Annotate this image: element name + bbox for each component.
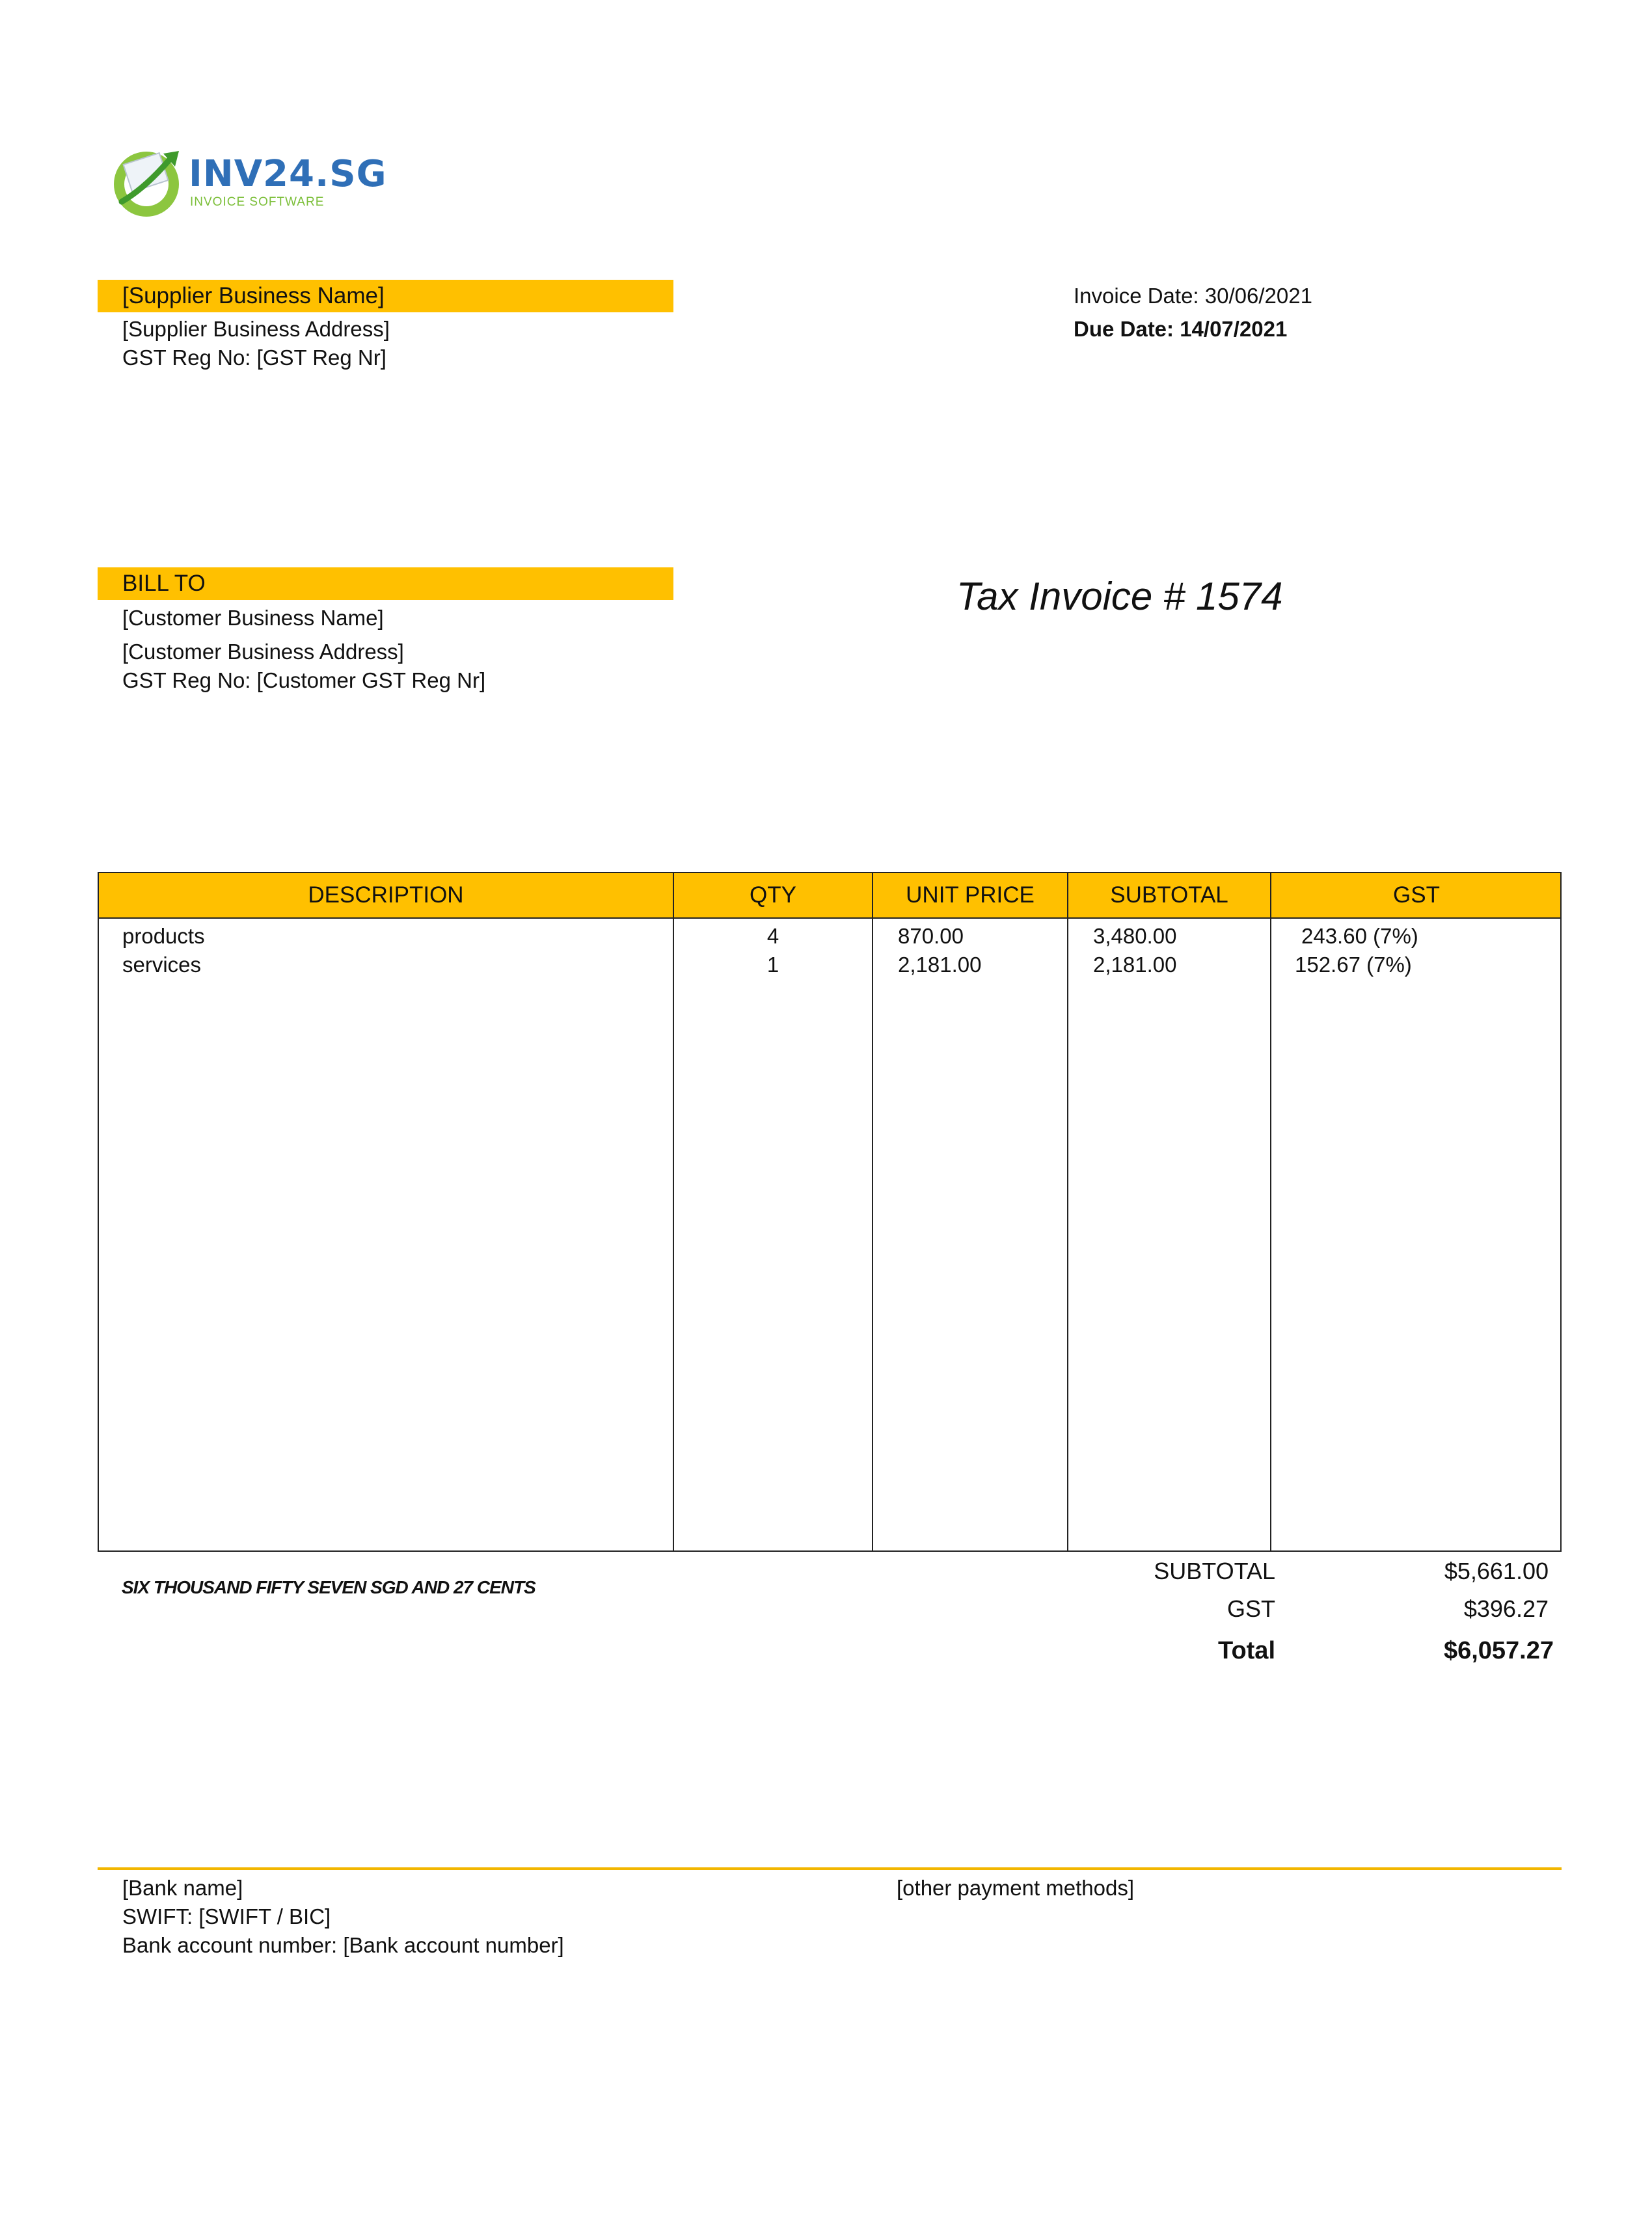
amount-in-words: SIX THOUSAND FIFTY SEVEN SGD AND 27 CENTS (122, 1577, 535, 1597)
customer-address: [Customer Business Address] (122, 640, 404, 664)
row-gst: 152.67 (7%) (1295, 953, 1412, 977)
bank-account: Bank account number: [Bank account number] (122, 1933, 564, 1957)
bill-to-heading: BILL TO (122, 571, 206, 596)
items-table (98, 872, 1562, 1552)
logo-wordmark: INV24.SG (189, 153, 387, 195)
bill-to-bar (98, 567, 673, 600)
logo-tagline: INVOICE SOFTWARE (190, 195, 325, 209)
row-subtotal: 3,480.00 (1093, 924, 1177, 948)
column-divider (1067, 873, 1068, 1550)
other-payment-methods: [other payment methods] (897, 1876, 1135, 1900)
row-description: products (122, 924, 205, 948)
subtotal-label: SUBTOTAL (1154, 1558, 1275, 1584)
header-qty: QTY (750, 882, 796, 908)
row-description: services (122, 953, 202, 977)
footer-divider (98, 1867, 1562, 1870)
supplier-name-bar (98, 280, 673, 312)
customer-gst: GST Reg No: [Customer GST Reg Nr] (122, 668, 486, 692)
row-qty: 1 (766, 953, 779, 977)
column-divider (872, 873, 873, 1550)
gst-value: $396.27 (1463, 1595, 1549, 1622)
row-qty: 4 (766, 924, 779, 948)
bank-name: [Bank name] (122, 1876, 243, 1900)
supplier-address: [Supplier Business Address] (122, 317, 390, 341)
header-gst: GST (1393, 882, 1440, 908)
header-subtotal: SUBTOTAL (1110, 882, 1228, 908)
column-divider (1270, 873, 1271, 1550)
gst-label: GST (1226, 1595, 1275, 1622)
invoice-title: Tax Invoice # 1574 (956, 575, 1283, 618)
supplier-name: [Supplier Business Name] (122, 283, 385, 308)
row-gst: 243.60 (7%) (1301, 924, 1418, 948)
header-description: DESCRIPTION (308, 882, 464, 908)
invoice-date: Invoice Date: 30/06/2021 (1074, 284, 1312, 308)
row-unit-price: 2,181.00 (898, 953, 982, 977)
total-label: Total (1218, 1637, 1275, 1664)
supplier-gst: GST Reg No: [GST Reg Nr] (122, 345, 386, 370)
bank-swift: SWIFT: [SWIFT / BIC] (122, 1904, 331, 1929)
total-value: $6,057.27 (1443, 1637, 1554, 1664)
customer-name: [Customer Business Name] (122, 606, 384, 630)
header-unit-price: UNIT PRICE (906, 882, 1035, 908)
due-date: Due Date: 14/07/2021 (1074, 317, 1288, 341)
subtotal-value: $5,661.00 (1444, 1558, 1549, 1584)
row-unit-price: 870.00 (898, 924, 964, 948)
row-subtotal: 2,181.00 (1093, 953, 1177, 977)
